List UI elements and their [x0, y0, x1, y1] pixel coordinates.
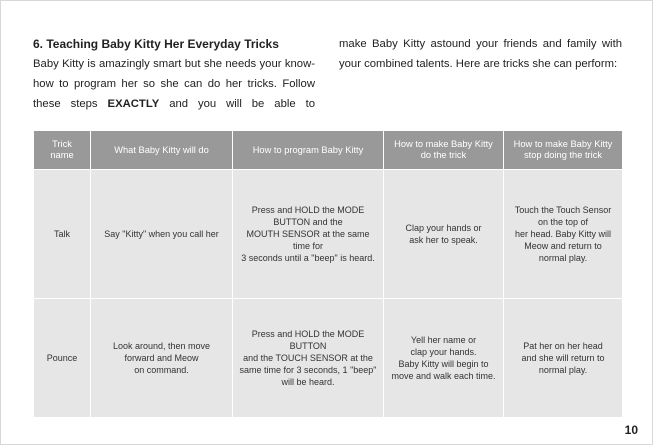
make-cell: Yell her name or clap your hands. Baby Kitty will begin to move and walk each time. [384, 299, 504, 418]
header-how-to-program: How to program Baby Kitty [233, 131, 384, 170]
header-how-to-make: How to make Baby Kitty do the trick [384, 131, 504, 170]
intro-left-text-end: and you will be able to [169, 98, 316, 110]
program-cell: Press and HOLD the MODE BUTTON and the MOUTH SENSOR at the same time for 3 seconds until a "beep" is heard. [233, 170, 384, 299]
intro-left-column [33, 34, 315, 114]
table-row [34, 299, 623, 418]
intro-emphasis: EXACTLY [107, 98, 160, 110]
table-header-row [34, 131, 623, 170]
intro-right-text: make Baby Kitty astound your friends and family with your combined talents. Here are tricks she can perform: [339, 38, 622, 70]
trick-name-cell: Talk [34, 170, 91, 299]
trick-name-cell: Pounce [34, 299, 91, 418]
section-heading: 6. Teaching Baby Kitty Her Everyday Tricks [33, 37, 279, 51]
intro-right-column [339, 34, 622, 74]
make-cell: Clap your hands or ask her to speak. [384, 170, 504, 299]
stop-cell: Pat her on her head and she will return to normal play. [504, 299, 623, 418]
header-what-will-do: What Baby Kitty will do [91, 131, 233, 170]
will-do-cell: Say "Kitty" when you call her [91, 170, 233, 299]
stop-cell: Touch the Touch Sensor on the top of her head. Baby Kitty will Meow and return to normal play. [504, 170, 623, 299]
header-how-to-stop: How to make Baby Kitty stop doing the trick [504, 131, 623, 170]
tricks-table [33, 130, 623, 418]
program-cell: Press and HOLD the MODE BUTTON and the TOUCH SENSOR at the same time for 3 seconds, 1 "beep" will be heard. [233, 299, 384, 418]
table-row [34, 170, 623, 299]
will-do-cell: Look around, then move forward and Meow on command. [91, 299, 233, 418]
page-number: 10 [624, 423, 638, 437]
header-trick-name: Trick name [34, 131, 91, 170]
intro-left-text: Baby Kitty is amazingly smart but she needs your know-how to program her so she can do her tricks. Follow these steps [33, 58, 315, 110]
